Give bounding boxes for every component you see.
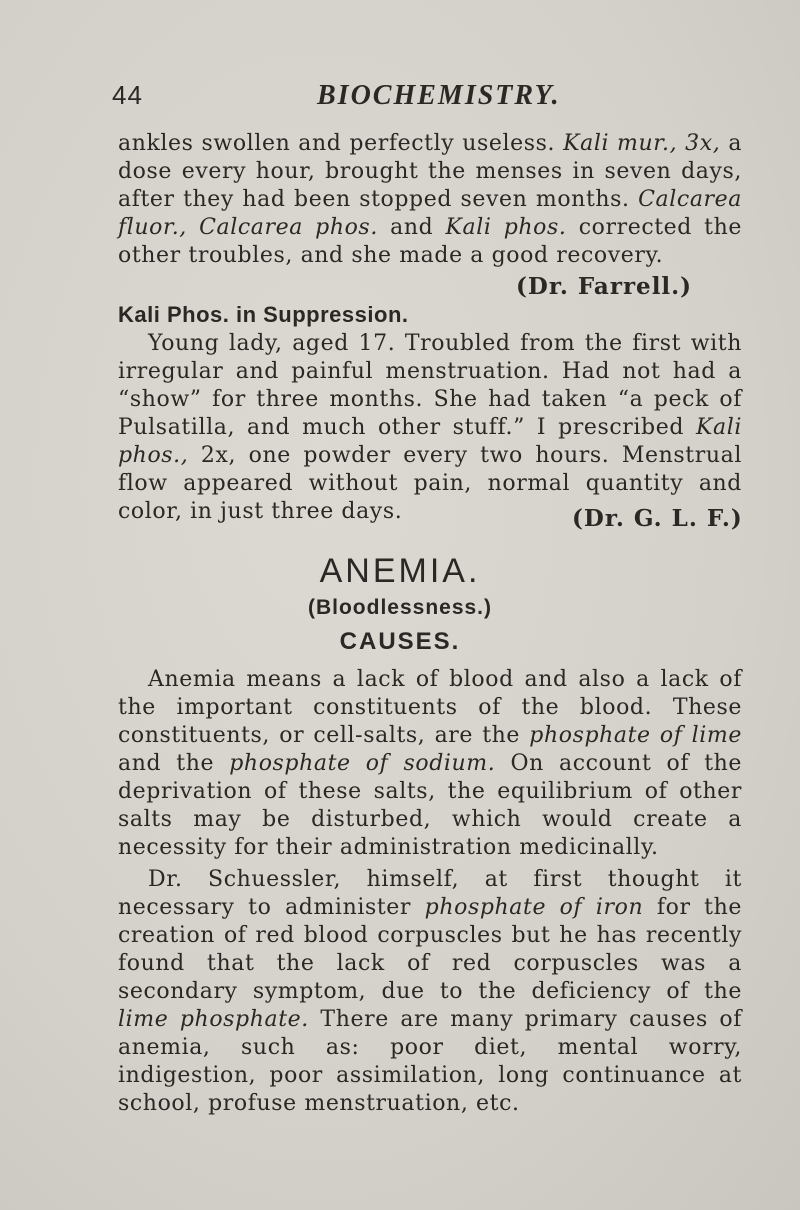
running-head: BIOCHEMISTRY. — [317, 80, 561, 111]
section-subtitle: (Bloodlessness.) — [307, 596, 493, 619]
case1-signature: (Dr. Farrell.) — [516, 273, 693, 300]
causes-heading: CAUSES. — [339, 628, 461, 655]
case2-paragraph: Young lady, aged 17. Troubled from the first with irregular and painful menstruation. Had not had a “show” for three months. She had taken “a peck of Pulsatilla, and much other stuff.” I prescribed Kali phos., 2x, one powder every two hours. Menstrual flow appeared without pain, normal quantity and color, in just three days. — [118, 331, 743, 524]
case1-paragraph: ankles swollen and perfectly useless. Kali mur., 3x, a dose every hour, brought the menses in seven days, after they had been stopped seven months. Calcarea fluor., Calcarea phos. and Kali phos. corrected the other troubles, and she made a good recovery. — [118, 131, 743, 268]
page-number: 44 — [112, 80, 143, 110]
page-header — [112, 80, 740, 112]
case2-signature: (Dr. G. L. F.) — [572, 505, 743, 532]
section-title: ANEMIA. — [319, 552, 481, 590]
anemia-paragraph-2: Dr. Schuessler, himself, at first thought it necessary to administer phosphate of iron for the creation of red blood corpuscles but he has recently found that the lack of red corpuscles was a secondary symptom, due to the deficiency of the lime phosphate. There are many primary causes of anemia, such as: poor diet, mental worry, indigestion, poor assimilation, long continuance at school, profuse menstruation, etc. — [118, 867, 742, 1116]
case2-heading: Kali Phos. in Suppression. — [118, 302, 409, 327]
anemia-paragraph-1: Anemia means a lack of blood and also a lack of the important constituents of the blood. These constituents, or cell-salts, are the phosphate of lime and the phosphate of sodium. On account of the deprivation of these salts, the equilibrium of other salts may be disturbed, which would create a necessity for their administration medicinally. — [118, 667, 743, 860]
